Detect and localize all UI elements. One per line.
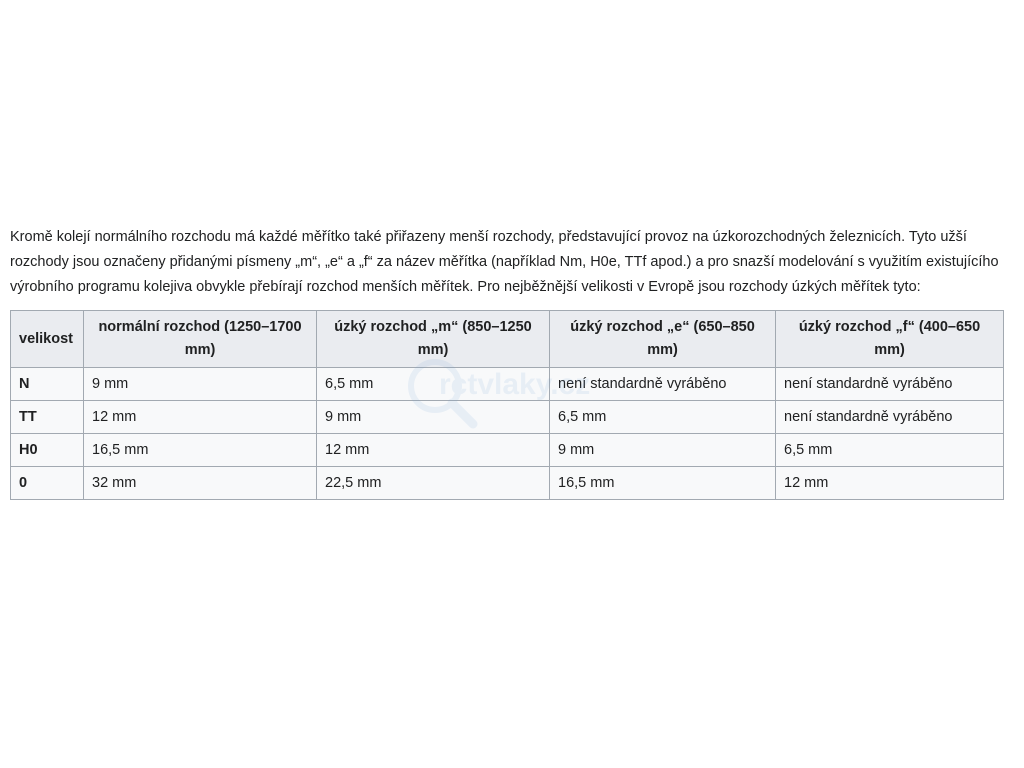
header-size: velikost [11, 311, 84, 368]
row-size-label: TT [11, 401, 84, 434]
header-standard-gauge: normální rozchod (1250–1700 mm) [84, 311, 317, 368]
table-cell: 9 mm [317, 401, 550, 434]
table-cell: 12 mm [317, 434, 550, 467]
row-size-label: 0 [11, 467, 84, 500]
table-cell: 16,5 mm [550, 467, 776, 500]
table-cell: 6,5 mm [776, 434, 1004, 467]
intro-paragraph: Kromě kolejí normálního rozchodu má každé měřítko také přiřazeny menší rozchody, představující provoz na úzkorozchodných železnicích. Tyto užší rozchody jsou označeny přidanými písmeny „m“, „e“ a „f“ za název měřítka (například Nm, H0e, TTf apod.) a pro snazší modelování s využitím existujícího výrobního programu kolejiva obvykle přebírají rozchod menších měřítek. Pro nejběžnější velikosti v Evropě jsou rozchody úzkých měřítek tyto: [10, 229, 999, 295]
table-row [11, 368, 1004, 401]
table-cell: není standardně vyráběno [776, 368, 1004, 401]
table-cell: 6,5 mm [550, 401, 776, 434]
table-cell: 22,5 mm [317, 467, 550, 500]
table-cell: 9 mm [550, 434, 776, 467]
table-cell: 9 mm [84, 368, 317, 401]
table-cell: 12 mm [776, 467, 1004, 500]
table-row [11, 434, 1004, 467]
row-size-label: N [11, 368, 84, 401]
table-cell: 16,5 mm [84, 434, 317, 467]
table-cell: 32 mm [84, 467, 317, 500]
article-content [10, 225, 1010, 500]
gauge-table [10, 310, 1004, 500]
table-cell: není standardně vyráběno [776, 401, 1004, 434]
table-row [11, 467, 1004, 500]
header-gauge-m: úzký rozchod „m“ (850–1250 mm) [317, 311, 550, 368]
table-row [11, 401, 1004, 434]
table-header-row [11, 311, 1004, 368]
table-cell: není standardně vyráběno [550, 368, 776, 401]
row-size-label: H0 [11, 434, 84, 467]
header-gauge-f: úzký rozchod „f“ (400–650 mm) [776, 311, 1004, 368]
table-cell: 12 mm [84, 401, 317, 434]
table-cell: 6,5 mm [317, 368, 550, 401]
header-gauge-e: úzký rozchod „e“ (650–850 mm) [550, 311, 776, 368]
